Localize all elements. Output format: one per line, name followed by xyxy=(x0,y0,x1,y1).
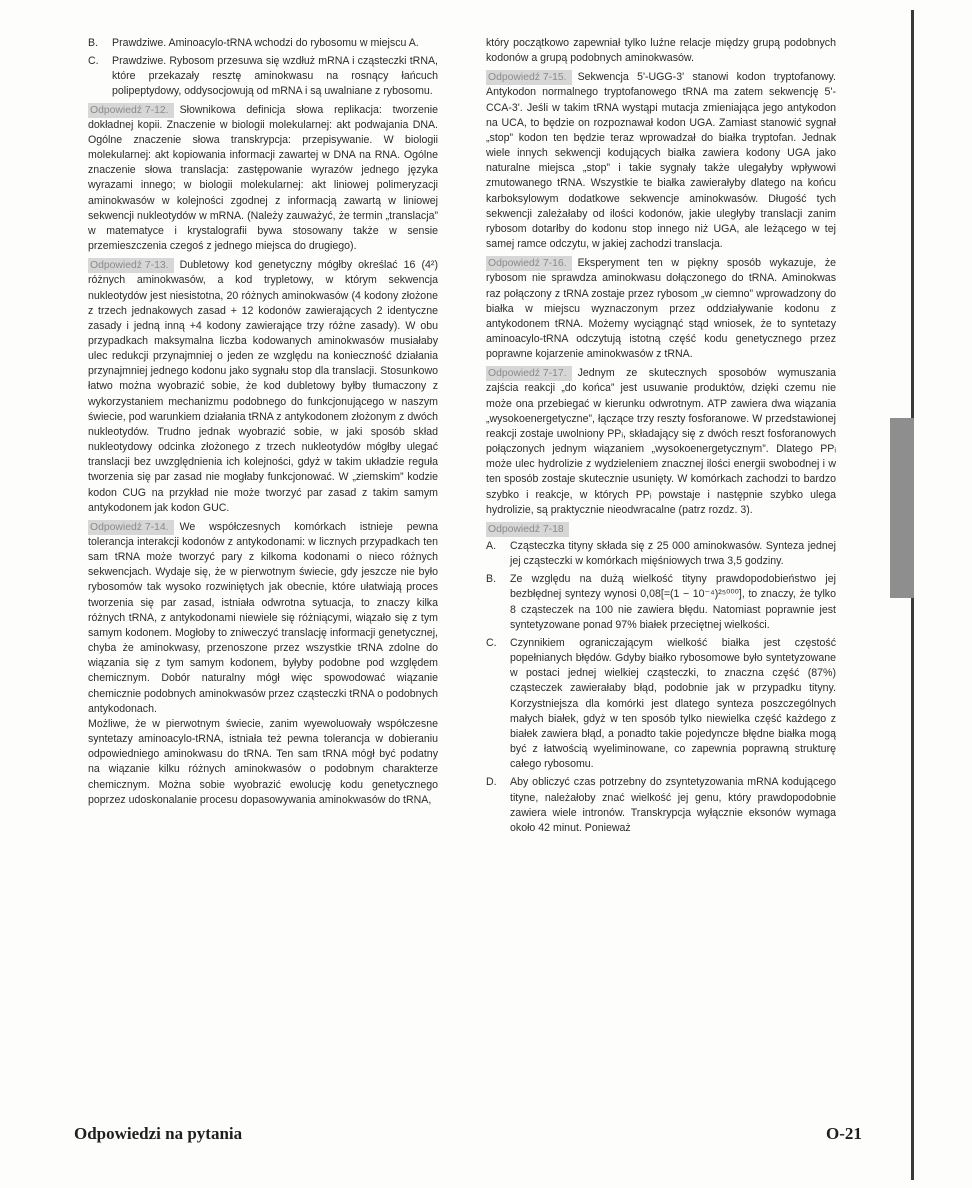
answer-text: Sekwencja 5'-UGG-3' stanowi kodon tryptofanowy. Antykodon normalnego tryptofanowego tRNA ma zatem sekwencję 5'-CCA-3'. Jeśli w takim tRNA wystąpi mutacja zmieniająca jego antykodon na UCA, to będzie on rozpoznawał kodon UGA. Zamiast stanowić sygnał „stop” kodon ten będzie teraz wprowadzał do białka tryptofan. Jednak wiele innych sekwencji kodujących białka zawiera kodony UGA jako naturalne miejsca „stop” i takie sygnały także ulegałyby wpływowi zmutowanego tRNA. Wszystkie te białka zawierałyby dlatego na końcu karboksylowym dodatkowe sekwencje aminokwasów. Długość tych sekwencji zależałaby od ilości kodonów, jakie uległyby translacji zanim rybosom dotarłby do kodonu stop innego niż UGA, ale leżącego w tej samej ramce odczytu, w jakiej zachodzi translacja. xyxy=(486,71,836,251)
answer-7-15 xyxy=(486,70,836,252)
item-text: Aby obliczyć czas potrzebny do zsyntetyzowania mRNA kodującego tityne, należałoby znać wielkość jej genu, który prawdopodobnie zawiera wiele intronów. Transkrypcja wyłącznie eksonów wymaga około 42 minut. Ponieważ xyxy=(510,776,836,834)
answer-item-b xyxy=(486,572,836,633)
answer-text: Eksperyment ten w piękny sposób wykazuje, że rybosom nie sprawdza aminokwasu dołączonego do tRNA. Aminokwas raz połączony z tRNA zostaje przez rybosom „w ciemno” wprowadzony do białka w miejscu wyznaczonym przez oddziaływanie kodonu z antykodonem tRNA. Możemy wyciągnąć stąd wniosek, że to syntetazy aminoacylo-tRNA odczytują istotną część kodu genetycznego przez poprawne kojarzenie aminokwasów z tRNA. xyxy=(486,257,836,361)
answer-7-17 xyxy=(486,366,836,518)
answer-text: Jednym ze skutecznych sposobów wymuszania zajścia reakcji „do końca” jest usuwanie produktów, dzięki czemu nie może ona przebiegać w kierunku odwrotnym. ATP zawiera dwa wiązania „wysokoenergetyczne”, łączące trzy reszty fosforanowe. W przedstawionej reakcji zostaje uwolniony PPᵢ, składający się z dwóch reszt fosforanowych połączonych jednym wiązaniem „wysokoenergetycznym”. Dlatego PPᵢ może ulec hydrolizie z wydzieleniem znacznej ilości energii swobodnej i w ten sposób zostaje skutecznie usunięty. W komórkach zachodzi to bardzo szybko i reakcje, w których PPᵢ powstaje i następnie szybko ulega hydrolizie, są praktycznie nieodwracalne (patrz rozdz. 3). xyxy=(486,367,836,516)
answer-7-12 xyxy=(88,103,438,255)
item-text: Ze względu na dużą wielkość tityny prawdopodobieństwo jej bezbłędnej syntezy wynosi 0,08[=(1 − 10⁻⁴)²⁵⁰⁰⁰], to znaczy, że tylko 8 cząsteczek na 100 nie zawiera błędu. Natomiast poprawnie jest syntetyzowane ponad 97% białek przeciętnej wielkości. xyxy=(510,573,836,631)
item-text: Cząsteczka tityny składa się z 25 000 aminokwasów. Synteza jednej jej cząsteczki w komórkach mięśniowych trwa 3,5 godziny. xyxy=(510,540,836,568)
answer-label: Odpowiedź 7-17. xyxy=(486,366,572,381)
answer-label: Odpowiedź 7-13. xyxy=(88,258,174,273)
answer-label: Odpowiedź 7-16. xyxy=(486,256,572,271)
item-marker: C. xyxy=(486,636,497,649)
answer-text: Dubletowy kod genetyczny mógłby określać 16 (4²) różnych aminokwasów, a kod trypletowy, w którym sekwencja nukleotydów jest niesistotna, 20 różnych aminokwasów (4 kodony złożone z trzech jednakowych zasad + 12 kodonów zawierających 2 identyczne zasady i jedną inną +4 kodony zawierające trzy różne zasady). W obu przypadkach maksymalna liczba kodowanych aminokwasów musiałaby ulec redukcji przynajmniej o jeden ze względu na konieczność działania przynajmniej jednego kodonu jako sygnału stop dla translacji. Stosunkowo łatwo można wyobrazić sobie, że kod dubletowy byłby tłumaczony z wykorzystaniem mechanizmu podobnego do funkcjonującego w naszym świecie, pod warunkiem działania tRNA z antykodonem złożonym z dwóch nukleotydów. Trudno jednak wyobrazić sobie, w jaki sposób skład nukleotydowy odcinka złożonego z trzech nukleotydów mógłby ulegać translacji bez uwzględnienia ich kolejności, gdyż w takim układzie reguła tworzenia się par zasad nie mogłaby funkcjonować. W „ziemskim” kodzie kodon CUG na przykład nie może tworzyć par zasad z takim samym antykodonem jak kodon GUC. xyxy=(88,259,438,514)
answer-item-b xyxy=(88,36,438,51)
answer-7-16 xyxy=(486,256,836,362)
page-number: O-21 xyxy=(826,1124,862,1143)
left-column xyxy=(88,36,438,812)
answer-text: Możliwe, że w pierwotnym świecie, zanim wyewoluowały współczesne syntetazy aminoacylo-tRNA, istniała też pewna tolerancja w dobieraniu odpowiedniego aminokwasu do tRNA. Ten sam tRNA mógł być podatny na wiązanie kilku różnych aminokwasów o podobnym charakterze chemicznym. Można sobie wyobrazić ewolucję kodu genetycznego poprzez udoskonalanie procesu dopasowywania aminokwasów do tRNA, xyxy=(88,717,438,806)
answer-label: Odpowiedź 7-15. xyxy=(486,70,572,85)
answer-7-13 xyxy=(88,258,438,516)
item-marker: D. xyxy=(486,776,497,789)
item-text: Czynnikiem ograniczającym wielkość białka jest częstość popełnianych błędów. Gdyby białko rybosomowe było syntetyzowane w postaci jednej wielkiej cząsteczki, to znaczna część (87%) cząsteczek zawierałaby błąd, podobnie jak w przypadku tityny. Korzystniejsza dla komórki jest dlatego synteza poszczególnych małych białek, gdyż w ten sposób tylko niewielka część każdego z białek zawiera błąd, a ponadto takie pojedyncze błędne białka mogą być z łatwością wyeliminowane, co zapewnia poprawną strukturę całego rybosomu. xyxy=(510,636,836,771)
answer-7-14 xyxy=(88,520,438,717)
right-column xyxy=(486,36,836,839)
answer-item-c xyxy=(486,636,836,772)
item-text: Prawdziwe. Aminoacylo-tRNA wchodzi do rybosomu w miejscu A. xyxy=(112,37,419,49)
answer-text: który początkowo zapewniał tylko luźne relacje między grupą podobnych kodonów a grupą podobnych aminokwasów. xyxy=(486,37,836,65)
answer-item-c xyxy=(88,54,438,99)
item-marker: B. xyxy=(486,573,497,586)
footer-section-title: Odpowiedzi na pytania xyxy=(74,1124,243,1143)
thumb-index-tab xyxy=(890,418,914,598)
item-text: Prawdziwe. Rybosom przesuwa się wzdłuż mRNA i cząsteczki tRNA, które przekazały resztę aminokwasu na rosnący łańcuch polipeptydowy, oddysocjowują od mRNA i są uwalniane z rybosomu. xyxy=(112,55,438,98)
answer-text: We współczesnych komórkach istnieje pewna tolerancja interakcji kodonów z antykodonami: w licznych przypadkach ten sam tRNA może tworzyć pary z kilkoma kodonami o nieco różnych sekwencjach. Wydaje się, że w pierwotnym świecie, gdy jeszcze nie było rybosomów tak wysoko rozwiniętych jak obecnie, które ułatwiają proces tworzenia się par zasad, istniała odwrotna sytuacja, to znaczy kilka różnych tRNA, z antykodonami niewiele się różniącymi, wiązało się z tym samym kodonem. Mogłoby to zniweczyć translację informacji genetycznej, chyba że aminokwasy, przenoszone przez wszystkie tRNA zdolne do wiązania się z tym samym kodonem, byłyby podobne pod względem chemicznym. Dobór naturalny mógł więc spowodować wiązanie chemicznie podobnych aminokwasów przez cząsteczki tRNA o podobnych antykodonach. xyxy=(88,520,438,715)
answer-label: Odpowiedź 7-18 xyxy=(486,522,569,537)
answer-item-d xyxy=(486,775,836,836)
answer-item-a xyxy=(486,539,836,569)
item-marker: C. xyxy=(88,55,99,68)
answer-7-14-continued xyxy=(486,36,836,66)
answer-7-18 xyxy=(486,522,836,836)
item-marker: A. xyxy=(486,540,497,552)
answer-7-14-paragraph-2 xyxy=(88,717,438,808)
answer-label: Odpowiedź 7-14. xyxy=(88,520,174,535)
item-marker: B. xyxy=(88,37,99,49)
answer-text: Słownikowa definicja słowa replikacja: tworzenie dokładnej kopii. Znaczenie w biologii molekularnej: akt podwajania DNA. Ogólne znaczenie słowa transkrypcja: przepisywanie. W biologii molekularnej: akt kopiowania informacji zawartej w DNA na RNA. Ogólne znaczenie słowa translacja: zastępowanie wyrazów jednego języka wyrazami innego; w biologii molekularnej: akt liniowej polimeryzacji aminokwasów w kolejności zgodnej z informacją zawartą w liniowej sekwencji nukleotydów w mRNA. (Należy zauważyć, że termin „translacja” w matematyce i krystalografii bywa stosowany także w sensie przemieszczenia czegoś z jednego miejsca do drugiego). xyxy=(88,103,438,253)
answer-label: Odpowiedź 7-12. xyxy=(88,103,174,118)
